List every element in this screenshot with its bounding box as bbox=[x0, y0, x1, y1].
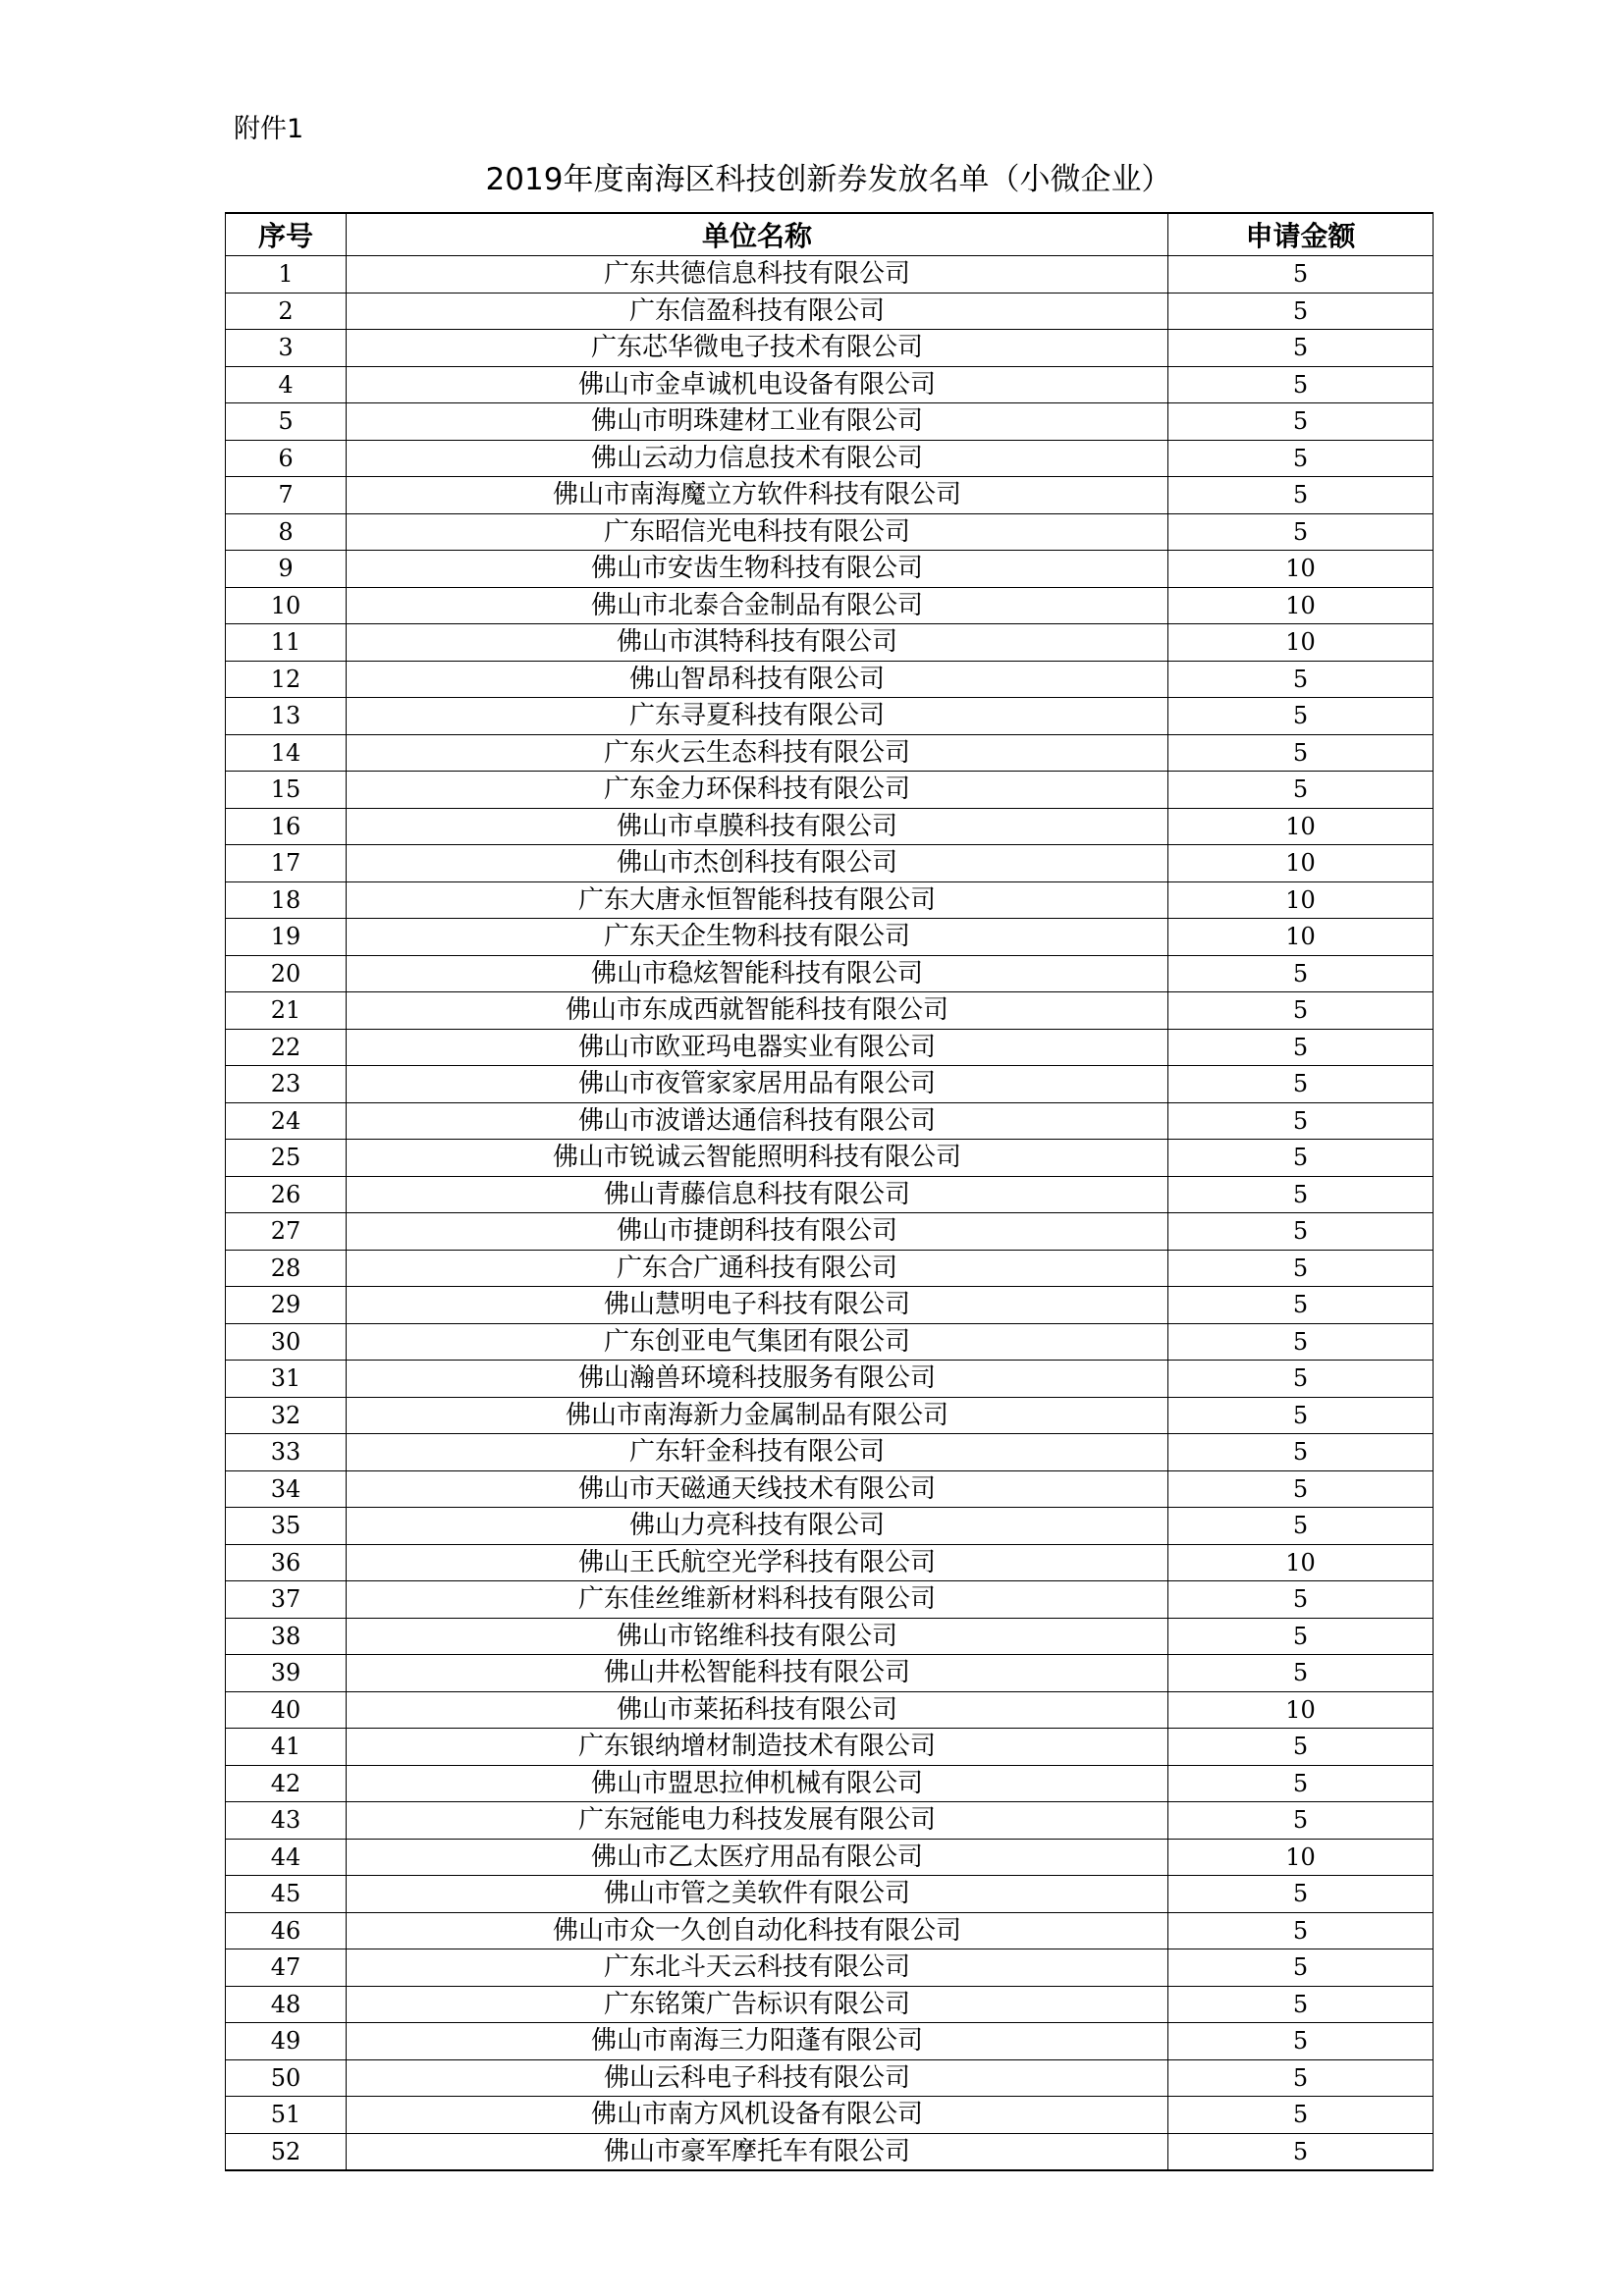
row-index: 39 bbox=[226, 1655, 347, 1692]
row-index: 26 bbox=[226, 1176, 347, 1213]
row-index: 11 bbox=[226, 624, 347, 662]
row-amount: 10 bbox=[1168, 919, 1434, 956]
row-amount: 10 bbox=[1168, 1544, 1434, 1581]
table-row bbox=[226, 1839, 1434, 1876]
table-row bbox=[226, 919, 1434, 956]
row-index: 20 bbox=[226, 955, 347, 992]
row-amount: 5 bbox=[1168, 1213, 1434, 1251]
table-row bbox=[226, 1655, 1434, 1692]
row-amount: 5 bbox=[1168, 1912, 1434, 1949]
row-index: 44 bbox=[226, 1839, 347, 1876]
row-amount: 10 bbox=[1168, 1691, 1434, 1729]
row-company-name: 广东芯华微电子技术有限公司 bbox=[347, 330, 1168, 367]
row-amount: 5 bbox=[1168, 1434, 1434, 1471]
row-company-name: 广东火云生态科技有限公司 bbox=[347, 734, 1168, 772]
row-company-name: 广东佳丝维新材料科技有限公司 bbox=[347, 1581, 1168, 1619]
row-index: 46 bbox=[226, 1912, 347, 1949]
row-company-name: 广东铭策广告标识有限公司 bbox=[347, 1986, 1168, 2023]
row-index: 10 bbox=[226, 587, 347, 624]
row-amount: 5 bbox=[1168, 366, 1434, 403]
row-company-name: 佛山智昂科技有限公司 bbox=[347, 661, 1168, 698]
row-index: 38 bbox=[226, 1618, 347, 1655]
row-company-name: 佛山井松智能科技有限公司 bbox=[347, 1655, 1168, 1692]
row-company-name: 佛山市豪军摩托车有限公司 bbox=[347, 2133, 1168, 2170]
table-row bbox=[226, 2059, 1434, 2097]
row-company-name: 广东轩金科技有限公司 bbox=[347, 1434, 1168, 1471]
row-company-name: 佛山力亮科技有限公司 bbox=[347, 1508, 1168, 1545]
row-amount: 5 bbox=[1168, 1949, 1434, 1987]
table-row bbox=[226, 955, 1434, 992]
table-row bbox=[226, 551, 1434, 588]
row-index: 7 bbox=[226, 477, 347, 514]
row-index: 45 bbox=[226, 1876, 347, 1913]
row-amount: 5 bbox=[1168, 1470, 1434, 1508]
table-row bbox=[226, 1765, 1434, 1802]
table-row bbox=[226, 256, 1434, 294]
column-header-index: 序号 bbox=[226, 213, 347, 256]
row-amount: 5 bbox=[1168, 1508, 1434, 1545]
row-amount: 5 bbox=[1168, 734, 1434, 772]
row-index: 42 bbox=[226, 1765, 347, 1802]
row-index: 2 bbox=[226, 293, 347, 330]
row-amount: 5 bbox=[1168, 955, 1434, 992]
row-amount: 5 bbox=[1168, 992, 1434, 1030]
row-index: 22 bbox=[226, 1029, 347, 1066]
row-amount: 5 bbox=[1168, 330, 1434, 367]
table-row bbox=[226, 2133, 1434, 2170]
row-company-name: 广东寻夏科技有限公司 bbox=[347, 698, 1168, 735]
table-row bbox=[226, 1508, 1434, 1545]
row-amount: 5 bbox=[1168, 2097, 1434, 2134]
row-index: 31 bbox=[226, 1361, 347, 1398]
row-company-name: 广东共德信息科技有限公司 bbox=[347, 256, 1168, 294]
table-row bbox=[226, 403, 1434, 441]
row-company-name: 广东北斗天云科技有限公司 bbox=[347, 1949, 1168, 1987]
row-index: 34 bbox=[226, 1470, 347, 1508]
table-row bbox=[226, 1470, 1434, 1508]
row-company-name: 佛山王氏航空光学科技有限公司 bbox=[347, 1544, 1168, 1581]
row-company-name: 佛山市捷朗科技有限公司 bbox=[347, 1213, 1168, 1251]
table-row bbox=[226, 2097, 1434, 2134]
row-amount: 5 bbox=[1168, 477, 1434, 514]
row-company-name: 广东冠能电力科技发展有限公司 bbox=[347, 1802, 1168, 1840]
row-index: 36 bbox=[226, 1544, 347, 1581]
row-index: 6 bbox=[226, 440, 347, 477]
row-company-name: 佛山市淇特科技有限公司 bbox=[347, 624, 1168, 662]
row-index: 41 bbox=[226, 1729, 347, 1766]
row-company-name: 佛山青藤信息科技有限公司 bbox=[347, 1176, 1168, 1213]
row-company-name: 佛山市稳炫智能科技有限公司 bbox=[347, 955, 1168, 992]
table-row bbox=[226, 881, 1434, 919]
row-company-name: 佛山市欧亚玛电器实业有限公司 bbox=[347, 1029, 1168, 1066]
table-row bbox=[226, 772, 1434, 809]
table-row bbox=[226, 1323, 1434, 1361]
row-company-name: 佛山市南方风机设备有限公司 bbox=[347, 2097, 1168, 2134]
table-row bbox=[226, 734, 1434, 772]
row-index: 24 bbox=[226, 1102, 347, 1140]
row-amount: 5 bbox=[1168, 1029, 1434, 1066]
document-title: 2019年度南海区科技创新券发放名单（小微企业） bbox=[485, 162, 1172, 197]
table-row bbox=[226, 845, 1434, 882]
row-index: 37 bbox=[226, 1581, 347, 1619]
row-company-name: 佛山市众一久创自动化科技有限公司 bbox=[347, 1912, 1168, 1949]
row-index: 21 bbox=[226, 992, 347, 1030]
row-index: 16 bbox=[226, 808, 347, 845]
row-index: 35 bbox=[226, 1508, 347, 1545]
row-index: 32 bbox=[226, 1397, 347, 1434]
row-index: 8 bbox=[226, 513, 347, 551]
row-company-name: 广东昭信光电科技有限公司 bbox=[347, 513, 1168, 551]
row-amount: 5 bbox=[1168, 1729, 1434, 1766]
row-company-name: 佛山市乙太医疗用品有限公司 bbox=[347, 1839, 1168, 1876]
table-row bbox=[226, 1912, 1434, 1949]
row-index: 12 bbox=[226, 661, 347, 698]
table-row bbox=[226, 1140, 1434, 1177]
column-header-name: 单位名称 bbox=[347, 213, 1168, 256]
row-index: 27 bbox=[226, 1213, 347, 1251]
row-index: 18 bbox=[226, 881, 347, 919]
row-company-name: 广东信盈科技有限公司 bbox=[347, 293, 1168, 330]
row-index: 17 bbox=[226, 845, 347, 882]
row-company-name: 广东天企生物科技有限公司 bbox=[347, 919, 1168, 956]
row-index: 3 bbox=[226, 330, 347, 367]
row-amount: 5 bbox=[1168, 293, 1434, 330]
row-amount: 5 bbox=[1168, 1176, 1434, 1213]
table-row bbox=[226, 1949, 1434, 1987]
row-index: 43 bbox=[226, 1802, 347, 1840]
table-row bbox=[226, 366, 1434, 403]
table-row bbox=[226, 992, 1434, 1030]
row-amount: 10 bbox=[1168, 808, 1434, 845]
row-company-name: 广东创亚电气集团有限公司 bbox=[347, 1323, 1168, 1361]
row-company-name: 佛山市莱拓科技有限公司 bbox=[347, 1691, 1168, 1729]
table-row bbox=[226, 1986, 1434, 2023]
row-amount: 10 bbox=[1168, 551, 1434, 588]
row-amount: 5 bbox=[1168, 1802, 1434, 1840]
row-index: 4 bbox=[226, 366, 347, 403]
row-amount: 10 bbox=[1168, 881, 1434, 919]
table-row bbox=[226, 1581, 1434, 1619]
table-body bbox=[226, 256, 1434, 2171]
row-amount: 10 bbox=[1168, 1839, 1434, 1876]
row-amount: 5 bbox=[1168, 1140, 1434, 1177]
row-company-name: 佛山市盟思拉伸机械有限公司 bbox=[347, 1765, 1168, 1802]
row-company-name: 广东金力环保科技有限公司 bbox=[347, 772, 1168, 809]
table-row bbox=[226, 1434, 1434, 1471]
table-row bbox=[226, 661, 1434, 698]
row-index: 14 bbox=[226, 734, 347, 772]
table-row bbox=[226, 1397, 1434, 1434]
row-index: 40 bbox=[226, 1691, 347, 1729]
row-index: 33 bbox=[226, 1434, 347, 1471]
row-index: 1 bbox=[226, 256, 347, 294]
row-index: 49 bbox=[226, 2023, 347, 2060]
row-company-name: 佛山市管之美软件有限公司 bbox=[347, 1876, 1168, 1913]
attachment-label: 附件1 bbox=[234, 114, 304, 144]
row-amount: 5 bbox=[1168, 1618, 1434, 1655]
row-company-name: 佛山市锐诚云智能照明科技有限公司 bbox=[347, 1140, 1168, 1177]
row-amount: 5 bbox=[1168, 2059, 1434, 2097]
row-index: 48 bbox=[226, 1986, 347, 2023]
table-row bbox=[226, 1066, 1434, 1103]
table-row bbox=[226, 1029, 1434, 1066]
table-row bbox=[226, 1876, 1434, 1913]
table-row bbox=[226, 1102, 1434, 1140]
row-amount: 5 bbox=[1168, 2023, 1434, 2060]
row-company-name: 佛山市铭维科技有限公司 bbox=[347, 1618, 1168, 1655]
row-company-name: 佛山市南海新力金属制品有限公司 bbox=[347, 1397, 1168, 1434]
enterprise-table bbox=[225, 212, 1434, 2171]
row-amount: 5 bbox=[1168, 440, 1434, 477]
row-index: 25 bbox=[226, 1140, 347, 1177]
table-row bbox=[226, 330, 1434, 367]
row-company-name: 佛山市杰创科技有限公司 bbox=[347, 845, 1168, 882]
table-header-row bbox=[226, 213, 1434, 256]
row-company-name: 广东大唐永恒智能科技有限公司 bbox=[347, 881, 1168, 919]
table-row bbox=[226, 1213, 1434, 1251]
table-row bbox=[226, 1361, 1434, 1398]
row-amount: 10 bbox=[1168, 587, 1434, 624]
row-amount: 5 bbox=[1168, 772, 1434, 809]
table-row bbox=[226, 1250, 1434, 1287]
table-row bbox=[226, 1544, 1434, 1581]
table-row bbox=[226, 1176, 1434, 1213]
row-company-name: 佛山市北泰合金制品有限公司 bbox=[347, 587, 1168, 624]
table-row bbox=[226, 808, 1434, 845]
row-amount: 5 bbox=[1168, 661, 1434, 698]
row-index: 15 bbox=[226, 772, 347, 809]
row-amount: 5 bbox=[1168, 1655, 1434, 1692]
table-row bbox=[226, 1287, 1434, 1324]
row-index: 51 bbox=[226, 2097, 347, 2134]
table-row bbox=[226, 1729, 1434, 1766]
column-header-amount: 申请金额 bbox=[1168, 213, 1434, 256]
row-index: 13 bbox=[226, 698, 347, 735]
row-amount: 5 bbox=[1168, 1323, 1434, 1361]
table-row bbox=[226, 587, 1434, 624]
row-index: 52 bbox=[226, 2133, 347, 2170]
row-amount: 5 bbox=[1168, 403, 1434, 441]
row-index: 29 bbox=[226, 1287, 347, 1324]
row-amount: 5 bbox=[1168, 1102, 1434, 1140]
table-row bbox=[226, 513, 1434, 551]
table-row bbox=[226, 624, 1434, 662]
row-amount: 5 bbox=[1168, 1066, 1434, 1103]
table-row bbox=[226, 293, 1434, 330]
row-amount: 5 bbox=[1168, 1287, 1434, 1324]
table-row bbox=[226, 2023, 1434, 2060]
row-company-name: 佛山市南海魔立方软件科技有限公司 bbox=[347, 477, 1168, 514]
row-company-name: 佛山云科电子科技有限公司 bbox=[347, 2059, 1168, 2097]
table-row bbox=[226, 1618, 1434, 1655]
row-amount: 5 bbox=[1168, 698, 1434, 735]
row-company-name: 佛山市天磁通天线技术有限公司 bbox=[347, 1470, 1168, 1508]
table-row bbox=[226, 698, 1434, 735]
row-amount: 5 bbox=[1168, 1250, 1434, 1287]
row-index: 50 bbox=[226, 2059, 347, 2097]
row-amount: 5 bbox=[1168, 1361, 1434, 1398]
row-amount: 5 bbox=[1168, 1581, 1434, 1619]
table-row bbox=[226, 440, 1434, 477]
row-index: 30 bbox=[226, 1323, 347, 1361]
row-company-name: 佛山市卓膜科技有限公司 bbox=[347, 808, 1168, 845]
row-company-name: 佛山市东成西就智能科技有限公司 bbox=[347, 992, 1168, 1030]
row-amount: 5 bbox=[1168, 1765, 1434, 1802]
row-company-name: 佛山慧明电子科技有限公司 bbox=[347, 1287, 1168, 1324]
table-row bbox=[226, 1691, 1434, 1729]
row-company-name: 广东合广通科技有限公司 bbox=[347, 1250, 1168, 1287]
row-index: 47 bbox=[226, 1949, 347, 1987]
row-company-name: 佛山市夜管家家居用品有限公司 bbox=[347, 1066, 1168, 1103]
row-amount: 10 bbox=[1168, 845, 1434, 882]
row-company-name: 佛山云动力信息技术有限公司 bbox=[347, 440, 1168, 477]
row-company-name: 佛山市南海三力阳蓬有限公司 bbox=[347, 2023, 1168, 2060]
row-company-name: 佛山市安齿生物科技有限公司 bbox=[347, 551, 1168, 588]
row-amount: 5 bbox=[1168, 1397, 1434, 1434]
table-row bbox=[226, 1802, 1434, 1840]
row-amount: 5 bbox=[1168, 513, 1434, 551]
row-amount: 5 bbox=[1168, 2133, 1434, 2170]
row-amount: 5 bbox=[1168, 1876, 1434, 1913]
row-company-name: 广东银纳增材制造技术有限公司 bbox=[347, 1729, 1168, 1766]
row-company-name: 佛山市金卓诚机电设备有限公司 bbox=[347, 366, 1168, 403]
table-row bbox=[226, 477, 1434, 514]
row-company-name: 佛山瀚兽环境科技服务有限公司 bbox=[347, 1361, 1168, 1398]
row-company-name: 佛山市明珠建材工业有限公司 bbox=[347, 403, 1168, 441]
row-amount: 5 bbox=[1168, 256, 1434, 294]
row-index: 19 bbox=[226, 919, 347, 956]
row-index: 28 bbox=[226, 1250, 347, 1287]
row-amount: 5 bbox=[1168, 1986, 1434, 2023]
row-index: 5 bbox=[226, 403, 347, 441]
row-amount: 10 bbox=[1168, 624, 1434, 662]
row-index: 23 bbox=[226, 1066, 347, 1103]
row-index: 9 bbox=[226, 551, 347, 588]
row-company-name: 佛山市波谱达通信科技有限公司 bbox=[347, 1102, 1168, 1140]
